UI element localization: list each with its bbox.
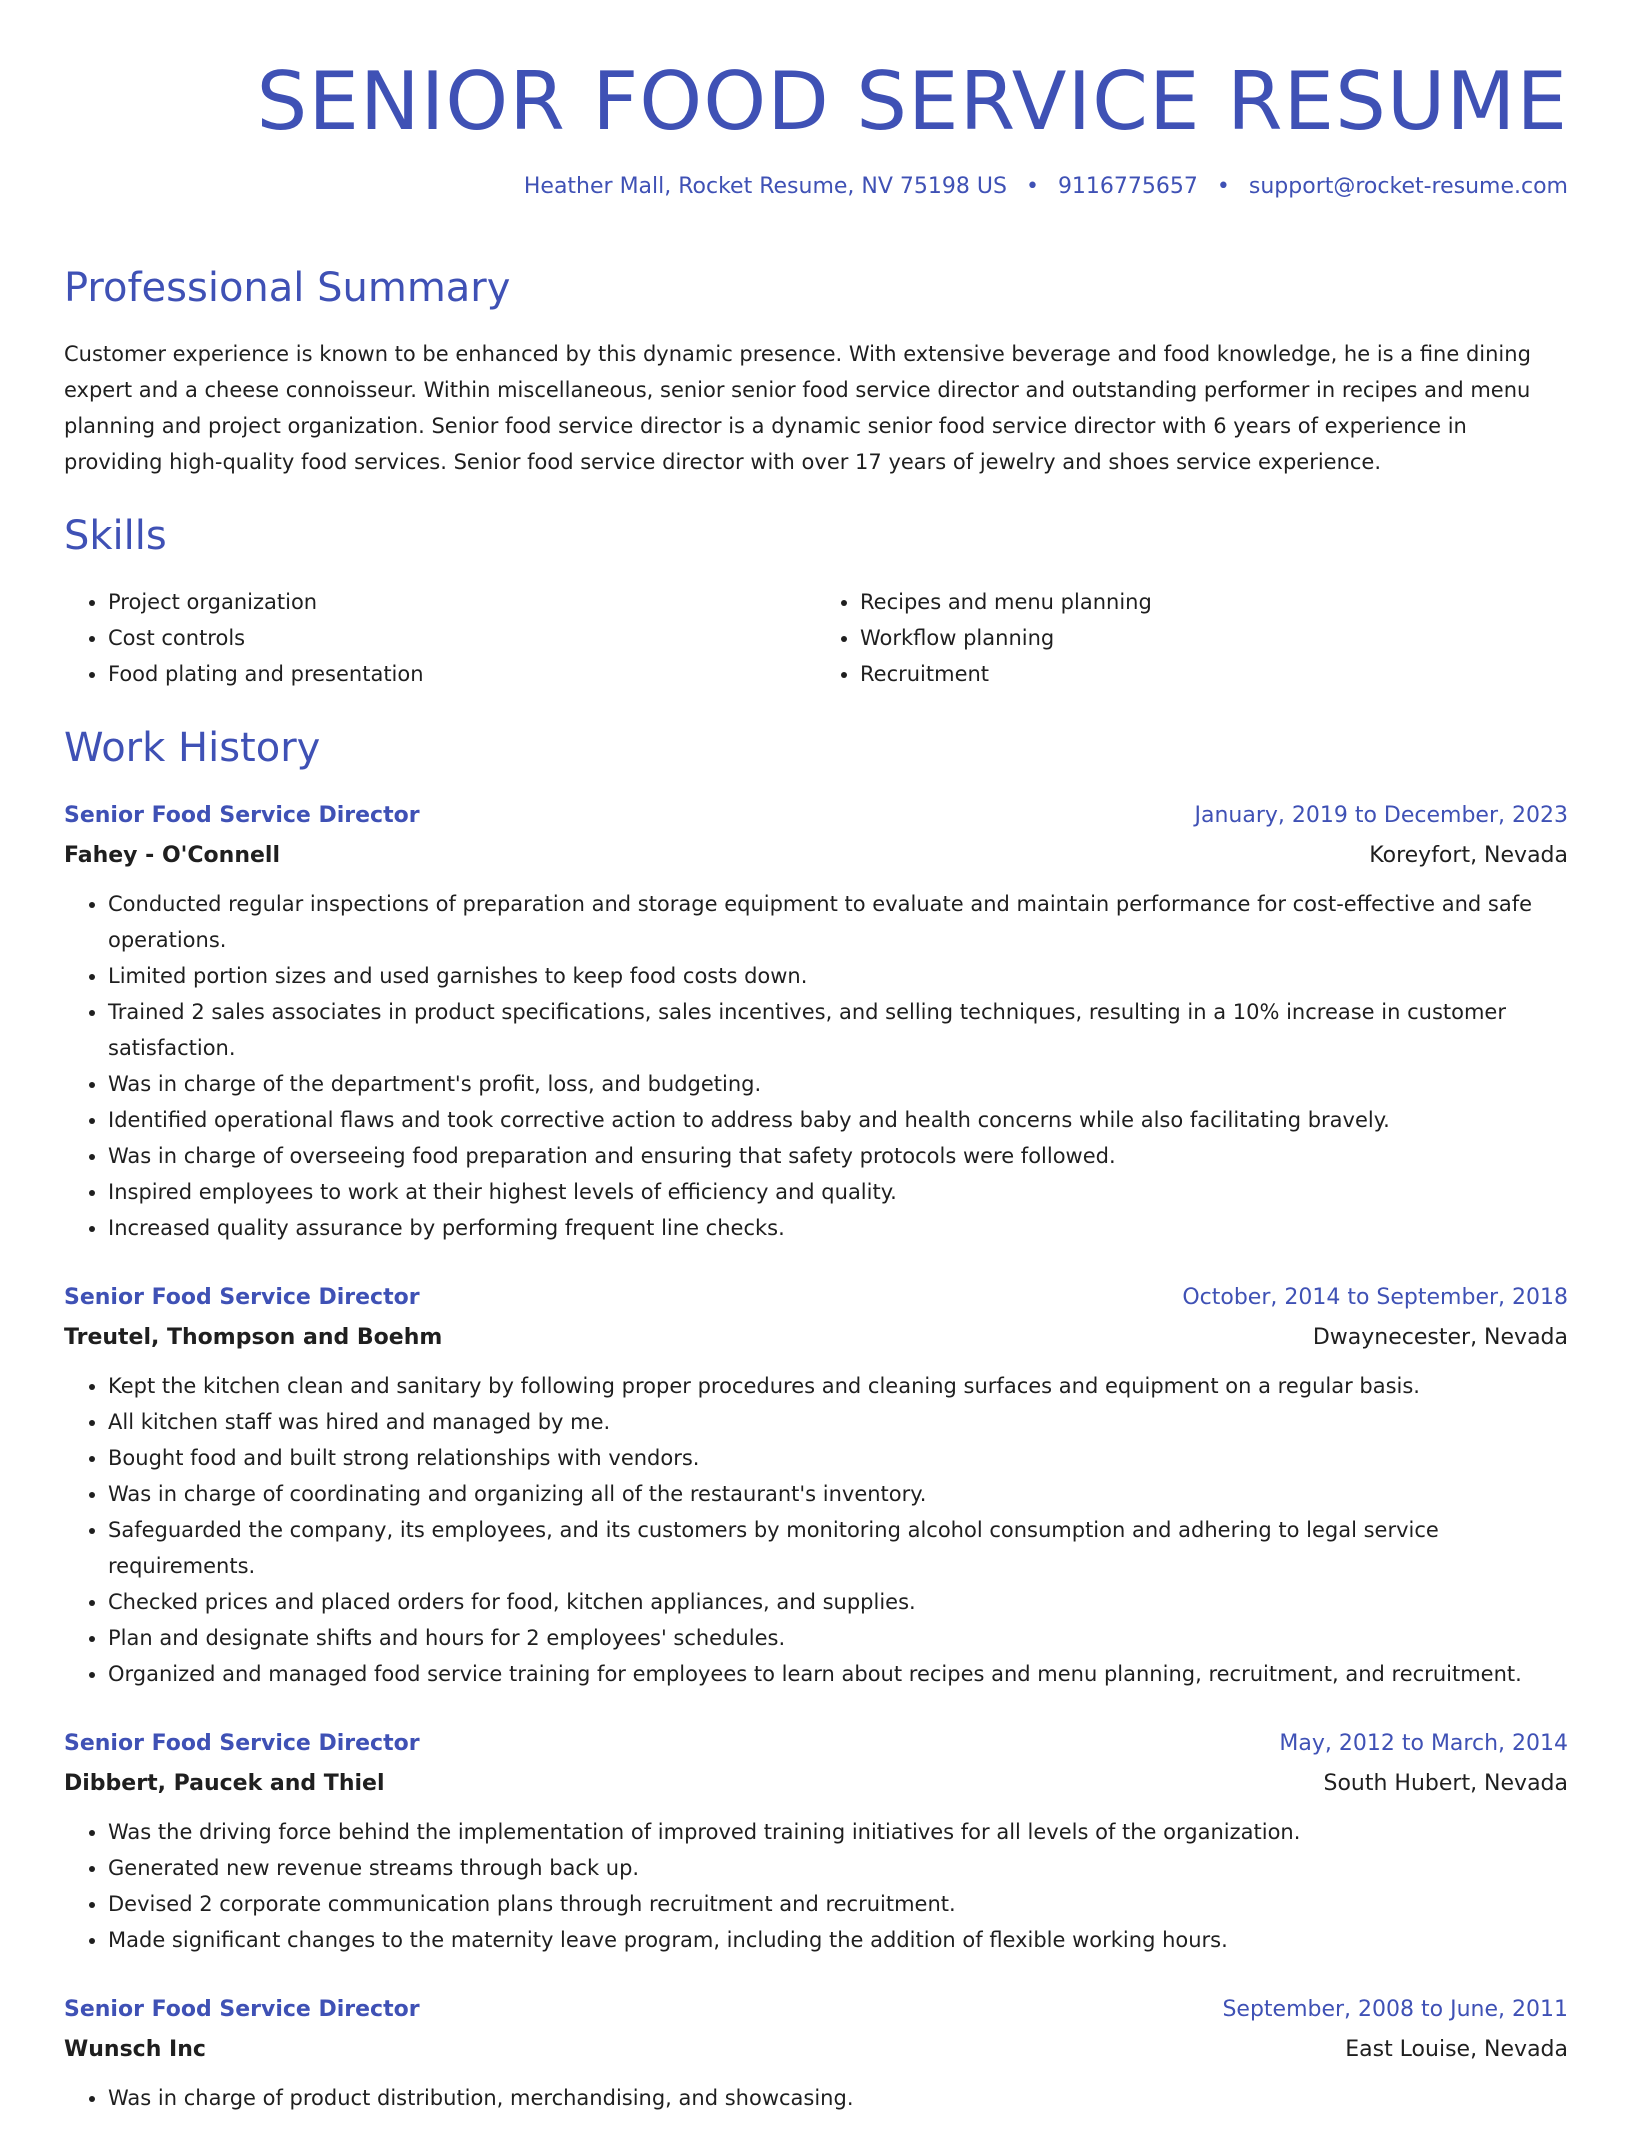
resume-content bbox=[64, 258, 1568, 2148]
job-bullet: • Was in charge of the department's profit, loss, and budgeting. bbox=[108, 1066, 1568, 1102]
resume-title: SENIOR FOOD SERVICE RESUME bbox=[256, 55, 1568, 148]
job-bullet: • Was in charge of product distribution, merchandising, and showcasing. bbox=[108, 2080, 1568, 2116]
job-dates: October, 2014 to September, 2018 bbox=[1182, 1285, 1568, 1310]
summary-heading: Professional Summary bbox=[64, 265, 511, 311]
job-title: Senior Food Service Director bbox=[64, 803, 420, 828]
job-entry bbox=[64, 1278, 1568, 1692]
job-location: South Hubert, Nevada bbox=[1323, 1771, 1568, 1796]
job-bullet: • Safeguarded the company, its employees, and its customers by monitoring alcohol consumption and adhering to legal service requirements. bbox=[108, 1512, 1568, 1584]
skills-list-right bbox=[816, 584, 1568, 692]
job-dates: September, 2008 to June, 2011 bbox=[1222, 1997, 1568, 2022]
job-bullet: • Was in charge of overseeing food preparation and ensuring that safety protocols were followed. bbox=[108, 1138, 1568, 1174]
work-history-section bbox=[64, 718, 1568, 2116]
contact-address: Heather Mall, Rocket Resume, NV 75198 US bbox=[523, 174, 1007, 199]
contact-line bbox=[64, 174, 1568, 199]
contact-phone: 9116775657 bbox=[1057, 174, 1198, 199]
job-bullet: • Conducted regular inspections of preparation and storage equipment to evaluate and maintain performance for cost-effective and safe operations. bbox=[108, 886, 1568, 958]
skill-item: • Recruitment bbox=[860, 656, 1568, 692]
job-bullet: • Inspired employees to work at their highest levels of efficiency and quality. bbox=[108, 1174, 1568, 1210]
job-bullet: • Kept the kitchen clean and sanitary by following proper procedures and cleaning surfaces and equipment on a regular basis. bbox=[108, 1368, 1568, 1404]
summary-section bbox=[64, 258, 1568, 480]
job-bullet: • Devised 2 corporate communication plans through recruitment and recruitment. bbox=[108, 1886, 1568, 1922]
skills-columns bbox=[64, 584, 1568, 692]
job-company: Fahey - O'Connell bbox=[64, 843, 280, 868]
job-entry bbox=[64, 1724, 1568, 1958]
job-bullet: • Generated new revenue streams through back up. bbox=[108, 1850, 1568, 1886]
job-entry bbox=[64, 796, 1568, 1246]
job-bullet: • Was the driving force behind the implementation of improved training initiatives for all levels of the organization. bbox=[108, 1814, 1568, 1850]
contact-separator: • bbox=[1025, 174, 1039, 199]
job-bullet: • Checked prices and placed orders for food, kitchen appliances, and supplies. bbox=[108, 1584, 1568, 1620]
job-bullets bbox=[64, 886, 1568, 1246]
job-dates: January, 2019 to December, 2023 bbox=[1194, 803, 1568, 828]
job-bullet: • Was in charge of coordinating and organizing all of the restaurant's inventory. bbox=[108, 1476, 1568, 1512]
job-bullet: • Made significant changes to the maternity leave program, including the addition of flexible working hours. bbox=[108, 1922, 1568, 1958]
summary-text: Customer experience is known to be enhanced by this dynamic presence. With extensive beverage and food knowledge, he is a fine dining expert and a cheese connoisseur. Within miscellaneous, senior senior food service director and outstanding performer in recipes and menu planning and project organization. Senior food service director is a dynamic senior food service director with 6 years of experience in providing high-quality food services. Senior food service director with over 17 years of jewelry and shoes service experience. bbox=[64, 342, 1531, 474]
skills-section bbox=[64, 506, 1568, 692]
job-title: Senior Food Service Director bbox=[64, 1731, 420, 1756]
job-bullet: • Bought food and built strong relationships with vendors. bbox=[108, 1440, 1568, 1476]
skill-item: • Workflow planning bbox=[860, 620, 1568, 656]
job-location: Koreyfort, Nevada bbox=[1369, 843, 1568, 868]
job-company: Dibbert, Paucek and Thiel bbox=[64, 1771, 385, 1796]
skill-item: • Project organization bbox=[108, 584, 816, 620]
job-company: Treutel, Thompson and Boehm bbox=[64, 1325, 443, 1350]
job-bullet: • Identified operational flaws and took corrective action to address baby and health concerns while also facilitating bravely. bbox=[108, 1102, 1568, 1138]
job-company: Wunsch Inc bbox=[64, 2037, 206, 2062]
job-entry bbox=[64, 1990, 1568, 2116]
job-title: Senior Food Service Director bbox=[64, 1997, 420, 2022]
job-dates: May, 2012 to March, 2014 bbox=[1279, 1731, 1568, 1756]
job-bullet: • Increased quality assurance by performing frequent line checks. bbox=[108, 1210, 1568, 1246]
skills-heading: Skills bbox=[64, 513, 167, 559]
job-bullet: • All kitchen staff was hired and managed by me. bbox=[108, 1404, 1568, 1440]
job-location: East Louise, Nevada bbox=[1345, 2037, 1568, 2062]
contact-email[interactable]: support@rocket-resume.com bbox=[1248, 174, 1568, 199]
job-location: Dwaynecester, Nevada bbox=[1312, 1325, 1568, 1350]
job-bullets bbox=[64, 2080, 1568, 2116]
job-bullets bbox=[64, 1814, 1568, 1958]
resume-header bbox=[64, 52, 1568, 199]
skill-item: • Recipes and menu planning bbox=[860, 584, 1568, 620]
skills-list-left bbox=[64, 584, 816, 692]
skill-item: • Cost controls bbox=[108, 620, 816, 656]
skill-item: • Food plating and presentation bbox=[108, 656, 816, 692]
job-bullet: • Plan and designate shifts and hours for 2 employees' schedules. bbox=[108, 1620, 1568, 1656]
job-bullet: • Limited portion sizes and used garnishes to keep food costs down. bbox=[108, 958, 1568, 994]
job-bullet: • Organized and managed food service training for employees to learn about recipes and menu planning, recruitment, and recruitment. bbox=[108, 1656, 1568, 1692]
job-bullets bbox=[64, 1368, 1568, 1692]
contact-separator: • bbox=[1216, 174, 1230, 199]
job-bullet: • Trained 2 sales associates in product specifications, sales incentives, and selling techniques, resulting in a 10% increase in customer satisfaction. bbox=[108, 994, 1568, 1066]
work-history-heading: Work History bbox=[64, 725, 321, 771]
job-title: Senior Food Service Director bbox=[64, 1285, 420, 1310]
